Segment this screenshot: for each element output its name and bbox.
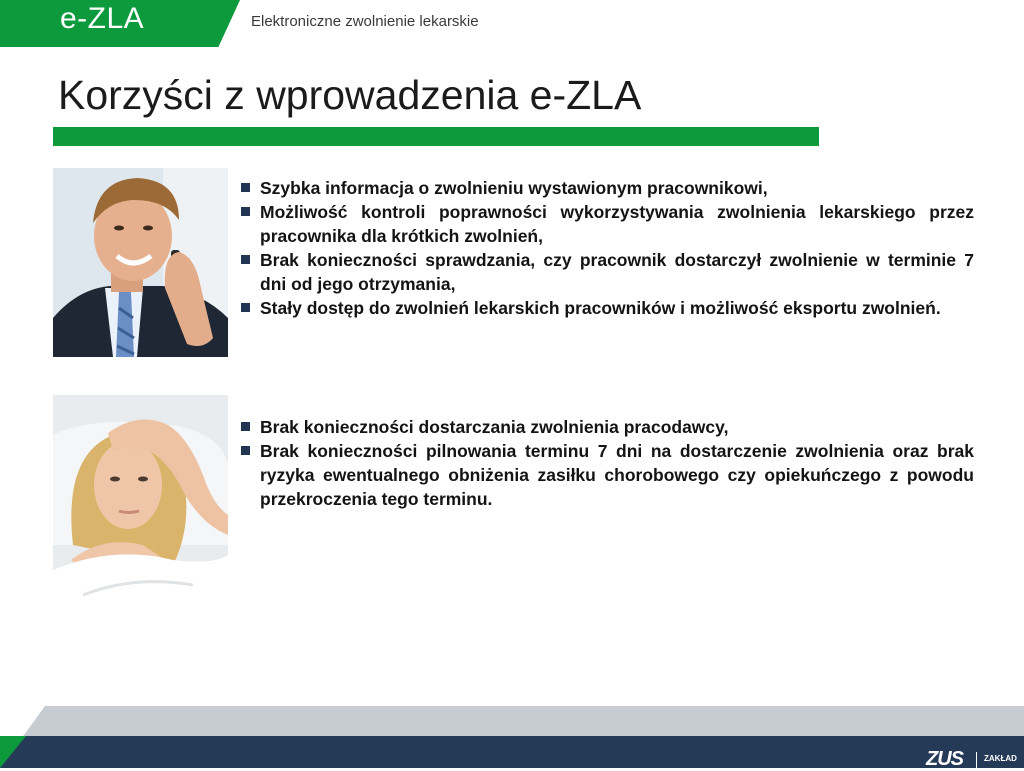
footer-bar — [0, 736, 1024, 768]
footer-divider — [976, 752, 977, 768]
square-bullet-icon — [241, 207, 250, 216]
list-item — [240, 176, 974, 200]
list-item — [240, 200, 974, 248]
list-item — [240, 439, 974, 511]
benefit-text: Brak konieczności sprawdzania, czy pracownik dostarczył zwolnienie w terminie 7 dni od jego otrzymania, — [260, 250, 974, 294]
square-bullet-icon — [241, 422, 250, 431]
list-item — [240, 248, 974, 296]
list-item — [240, 415, 974, 439]
page-title: Korzyści z wprowadzenia e-ZLA — [58, 72, 642, 118]
benefit-text: Możliwość kontroli poprawności wykorzystywania zwolnienia lekarskiego przez pracownika dla krótkich zwolnień, — [260, 202, 974, 246]
benefit-text: Brak konieczności dostarczania zwolnienia pracodawcy, — [260, 417, 729, 437]
benefits-list-employer — [240, 176, 974, 320]
square-bullet-icon — [241, 303, 250, 312]
photo-businessman-on-phone — [53, 168, 228, 357]
benefits-list-employee — [240, 415, 974, 511]
benefit-text: Brak konieczności pilnowania terminu 7 dni na dostarczenie zwolnienia oraz brak ryzyka ewentualnego obniżenia zasiłku chorobowego czy opiekuńczego z powodu przekroczenia tego terminu. — [260, 441, 974, 509]
header-subtitle: Elektroniczne zwolnienie lekarskie — [251, 13, 479, 30]
benefit-text: Szybka informacja o zwolnieniu wystawionym pracownikowi, — [260, 178, 768, 198]
zus-logo: ZUS — [926, 748, 963, 770]
square-bullet-icon — [241, 255, 250, 264]
square-bullet-icon — [241, 183, 250, 192]
photo-sick-woman-in-bed — [53, 395, 228, 612]
square-bullet-icon — [241, 446, 250, 455]
brand-logo: e-ZLA — [60, 2, 145, 35]
list-item — [240, 296, 974, 320]
benefit-text: Stały dostęp do zwolnień lekarskich pracowników i możliwość eksportu zwolnień. — [260, 298, 941, 318]
title-underline-bar — [53, 127, 819, 146]
footer-institution-name: ZAKŁAD — [984, 754, 1017, 763]
